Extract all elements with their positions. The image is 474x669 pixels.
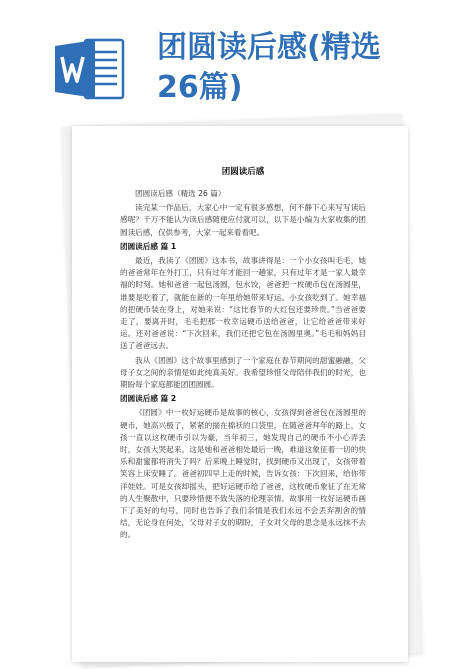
document-page bbox=[72, 126, 408, 662]
intro-paragraph: 读完某一作品后，大家心中一定有很多感想，何不静下心来写写读后感呢？千万不能认为读后感随便应付就可以，以下是小编为大家收集的团圆读后感，仅供参考，大家一起来看看吧。 bbox=[120, 203, 366, 237]
banner bbox=[0, 0, 474, 130]
section-paragraph: 最近，我读了《团圆》这本书，故事讲得是：一个小女孩叫毛毛，她的爸爸常年在外打工，只有过年才能回一趟家，只有过年才是一家人最幸福的时刻。她和爸爸一起包汤圆，包水饺，爸爸把一枚硬币包在汤圆里，谁要是吃着了，就能在新的一年里给她带来好运。小女孩吃到了。她幸福的把硬币装在身上，对她来说：“这比春节的大红包还要珍贵。”当爸爸要走了，要离开时，毛毛把那一枚幸运硬币送给爸爸，让它给爸爸带来好运。还对爸爸说：“下次回来，我们还把它包在汤圆里奥。”毛毛和妈妈目送了爸爸远去。 bbox=[120, 256, 366, 351]
page-title bbox=[157, 28, 457, 108]
document-body bbox=[120, 166, 366, 544]
section-paragraph: 我从《团圆》这个故事里感到了一个家庭在春节期间的甜蜜融融，父母子女之间的亲情是如此纯真美好。我希望珍惜父母陪伴我们的时光，也期盼每个家庭都能团团圆圆。 bbox=[120, 355, 366, 390]
title-line-1: 团圆读后感(精选 bbox=[157, 30, 381, 65]
document-title: 团圆读后感 bbox=[221, 167, 265, 177]
word-document-icon bbox=[55, 38, 125, 100]
section-heading: 团圆读后感 篇 2 bbox=[120, 394, 177, 404]
section-paragraph: 《团圆》中一枚好运硬币是故事的核心，女孩得到爸爸包在汤圆里的硬币，她高兴极了，紧紧的揣在棉袄的口袋里，在随爸爸拜年的路上，女孩一直以这枚硬币引以为豪，当年初三，她发现自己的硬币不小心弄丢时，女孩大哭起来。这是她和爸爸相处最后一晚，难道这象征着一切的快乐和甜蜜都将消失了吗？后来晚上睡觉时，找到硬币又出现了，女孩带着笑容上床安睡了。爸爸初四早上走的时候，告诉女孩：下次回来，给你带洋娃娃。可是女孩却摇头，把好运硬币给了爸爸，这枚硬币象征了在无常的人生聚散中，只要珍惜便不致失落的伦理亲情。故事用一枚好运硬币画下了美好的句号，同时也告诉了我们亲情是我们永远不会丢弃割舍的情结，无论身在何处，父母对子女的期盼，子女对父母的思念是永远抹不去的。 bbox=[120, 408, 366, 540]
section-heading: 团圆读后感 篇 1 bbox=[120, 241, 177, 251]
document-subtitle: 团圆读后感（精选 26 篇） bbox=[135, 189, 226, 198]
title-line-2: 26篇) bbox=[157, 70, 243, 105]
